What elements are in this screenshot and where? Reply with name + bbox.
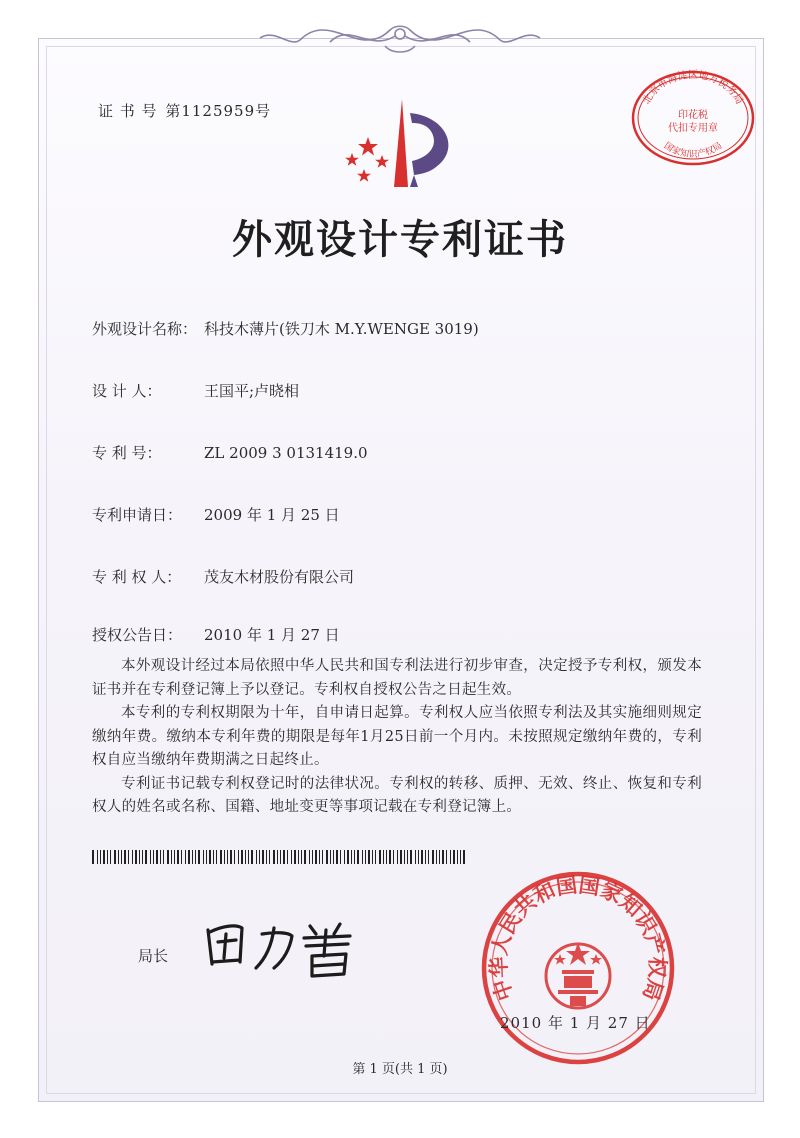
field-value: 王国平;卢晓相: [204, 382, 300, 400]
barcode-bar: [319, 850, 320, 864]
barcode-bar: [372, 850, 373, 864]
barcode-bar: [432, 850, 434, 864]
barcode-bar: [224, 850, 225, 864]
barcode-icon: [92, 850, 472, 864]
issue-date: 2010 年 1 月 27 日: [500, 1014, 651, 1032]
sipo-emblem-icon: [338, 95, 468, 200]
barcode-bar: [92, 850, 94, 864]
barcode-bar: [269, 850, 270, 864]
barcode-bar: [266, 850, 267, 864]
barcode-bar: [195, 850, 196, 864]
barcode-bar: [124, 850, 126, 864]
barcode-bar: [234, 850, 235, 864]
barcode-bar: [333, 850, 334, 864]
barcode-bar: [428, 850, 429, 864]
barcode-bar: [389, 850, 391, 864]
barcode-bar: [340, 850, 341, 864]
barcode-bar: [315, 850, 317, 864]
barcode-bar: [181, 850, 182, 864]
barcode-bar: [365, 850, 366, 864]
tax-seal-arc-text: 北京市海淀区地方税务局: [641, 70, 745, 107]
barcode-bar: [110, 850, 111, 864]
barcode-bar: [322, 850, 323, 864]
barcode-bar: [291, 850, 292, 864]
certificate-number-value: 第1125959号: [165, 102, 272, 120]
barcode-bar: [298, 850, 299, 864]
barcode-bar: [203, 850, 204, 864]
field-patent-number: [92, 442, 368, 463]
barcode-bar: [167, 850, 169, 864]
tax-seal-icon: [628, 68, 758, 168]
barcode-bar: [375, 850, 376, 864]
barcode-bar: [463, 850, 465, 864]
barcode-bar: [273, 850, 275, 864]
barcode-bar: [121, 850, 122, 864]
barcode-bar: [436, 850, 437, 864]
barcode-bar: [145, 850, 147, 864]
certificate-number-label: 证 书 号: [98, 102, 158, 120]
barcode-bar: [259, 850, 260, 864]
body-paragraph-3: 专利证书记载专利权登记时的法律状况。专利权的转移、质押、无效、终止、恢复和专利权人的姓名或名称、国籍、地址变更等事项记载在专利登记簿上。: [92, 775, 702, 815]
field-value: 2009 年 1 月 25 日: [204, 506, 340, 524]
body-paragraph-2: 本专利的专利权期限为十年，自申请日起算。专利权人应当依照专利法及其实施细则规定缴纳年费。缴纳本专利年费的期限是每年1月25日前一个月内。未按照规定缴纳年费的，专利权自应当缴纳年费期满之日起终止。: [92, 705, 702, 768]
barcode-bar: [160, 850, 161, 864]
barcode-bar: [439, 850, 440, 864]
barcode-bar: [132, 850, 133, 864]
barcode-bar: [312, 850, 313, 864]
barcode-bar: [404, 850, 405, 864]
barcode-bar: [457, 850, 458, 864]
sipo-seal-arc-text: 中华人民共和国国家知识产权局: [486, 872, 670, 1004]
barcode-bar: [135, 850, 137, 864]
field-grant-date: [92, 624, 340, 645]
barcode-bar: [209, 850, 211, 864]
barcode-bar: [163, 850, 164, 864]
barcode-bar: [383, 850, 384, 864]
barcode-bar: [139, 850, 140, 864]
certificate-body: [92, 655, 702, 820]
barcode-bar: [206, 850, 207, 864]
tax-seal-inner-2: 代扣专用章: [668, 123, 718, 134]
field-design-name: [92, 318, 479, 339]
svg-text:北京市海淀区地方税务局: [640, 68, 745, 106]
director-signature-icon: [200, 912, 370, 982]
barcode-bar: [188, 850, 190, 864]
barcode-bar: [251, 850, 253, 864]
barcode-bar: [150, 850, 151, 864]
barcode-bar: [397, 850, 398, 864]
barcode-bar: [280, 850, 281, 864]
barcode-bar: [283, 850, 285, 864]
barcode-bar: [415, 850, 416, 864]
field-value: 茂友木材股份有限公司: [204, 568, 355, 586]
barcode-bar: [294, 850, 296, 864]
barcode-bar: [216, 850, 217, 864]
field-designer: [92, 380, 299, 401]
tax-seal-inner-1: 印花税: [678, 110, 708, 121]
barcode-bar: [379, 850, 381, 864]
certificate-title: 外观设计专利证书: [232, 216, 568, 263]
barcode-bar: [304, 850, 306, 864]
certificate-number: [98, 100, 273, 121]
barcode-bar: [114, 850, 116, 864]
barcode-bar: [425, 850, 426, 864]
barcode-bar: [220, 850, 222, 864]
barcode-bar: [256, 850, 257, 864]
field-value: 2010 年 1 月 27 日: [204, 626, 340, 644]
page-number: 第 1 页(共 1 页): [352, 1062, 448, 1077]
barcode-bar: [450, 850, 451, 864]
barcode-bar: [351, 850, 352, 864]
barcode-bar: [230, 850, 232, 864]
field-label: 专 利 权 人：: [92, 568, 182, 586]
barcode-bar: [153, 850, 154, 864]
field-label: 专 利 号：: [92, 444, 162, 462]
barcode-bar: [177, 850, 179, 864]
barcode-bar: [407, 850, 408, 864]
barcode-bar: [192, 850, 193, 864]
barcode-bar: [107, 850, 108, 864]
barcode-bar: [142, 850, 143, 864]
barcode-bar: [326, 850, 328, 864]
barcode-bar: [118, 850, 119, 864]
barcode-bar: [287, 850, 288, 864]
field-value: 科技木薄片(铁刀木 M.Y.WENGE 3019): [204, 320, 479, 338]
barcode-bar: [241, 850, 243, 864]
sipo-seal-icon: [478, 868, 678, 1068]
field-label: 设 计 人：: [92, 382, 162, 400]
barcode-bar: [368, 850, 370, 864]
barcode-bar: [410, 850, 412, 864]
barcode-bar: [227, 850, 228, 864]
svg-text:国家知识产权局: [662, 140, 724, 160]
barcode-bar: [301, 850, 302, 864]
barcode-bar: [277, 850, 278, 864]
barcode-bar: [213, 850, 214, 864]
tax-seal-bottom-text: 国家知识产权局: [661, 141, 725, 160]
field-value: ZL 2009 3 0131419.0: [204, 444, 368, 462]
field-label: 专利申请日：: [92, 506, 183, 524]
barcode-bar: [245, 850, 246, 864]
barcode-bar: [336, 850, 338, 864]
barcode-bar: [442, 850, 444, 864]
barcode-bar: [238, 850, 239, 864]
barcode-bar: [309, 850, 310, 864]
barcode-bar: [418, 850, 419, 864]
barcode-bar: [128, 850, 129, 864]
barcode-bar: [100, 850, 101, 864]
barcode-bar: [460, 850, 461, 864]
barcode-bar: [446, 850, 447, 864]
barcode-bar: [354, 850, 355, 864]
barcode-bar: [330, 850, 331, 864]
field-application-date: [92, 504, 340, 525]
barcode-bar: [357, 850, 359, 864]
barcode-bar: [174, 850, 175, 864]
barcode-bar: [362, 850, 363, 864]
barcode-bar: [344, 850, 345, 864]
barcode-bar: [198, 850, 200, 864]
barcode-bar: [171, 850, 172, 864]
field-patentee: [92, 566, 354, 587]
barcode-bar: [156, 850, 158, 864]
field-label: 外观设计名称：: [92, 320, 198, 338]
barcode-bar: [185, 850, 186, 864]
barcode-bar: [347, 850, 349, 864]
barcode-bar: [400, 850, 402, 864]
barcode-bar: [103, 850, 105, 864]
barcode-bar: [262, 850, 264, 864]
barcode-bar: [97, 850, 98, 864]
barcode-bar: [386, 850, 387, 864]
barcode-bar: [421, 850, 423, 864]
barcode-bar: [248, 850, 249, 864]
barcode-bar: [453, 850, 455, 864]
field-label: 授权公告日：: [92, 626, 183, 644]
barcode-bar: [393, 850, 394, 864]
body-paragraph-1: 本外观设计经过本局依照中华人民共和国专利法进行初步审查，决定授予专利权，颁发本证书并在专利登记簿上予以登记。专利权自授权公告之日起生效。: [92, 658, 702, 698]
director-label: 局长: [138, 947, 169, 965]
